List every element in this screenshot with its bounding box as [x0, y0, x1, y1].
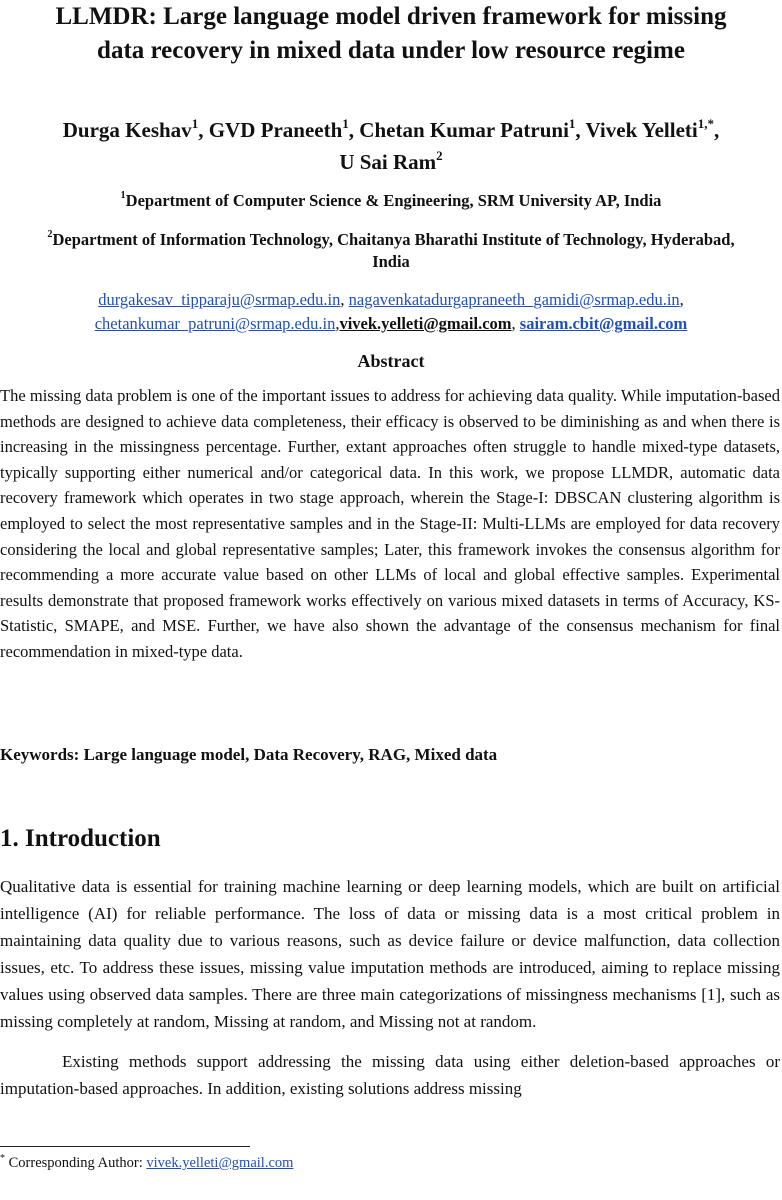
email-link[interactable]: nagavenkatadurgapraneeth_gamidi@srmap.edu.in [348, 290, 680, 309]
author-affiliation-mark: 1 [568, 115, 576, 131]
footnote-divider [0, 1146, 250, 1147]
footnote-label: Corresponding Author: [5, 1155, 147, 1171]
intro-paragraph-1: Qualitative data is essential for training machine learning or deep learning models, which are built on artificial intelligence (AI) for reliable performance. The loss of data or missing data is a most critical problem in maintaining data quality due to various reasons, such as device failure or device malfunction, data collection issues, etc. To address these issues, missing value imputation methods are introduced, aiming to replace missing values using observed data samples. There are three main categorizations of missingness mechanisms [1], such as missing completely at random, Missing at random, and Missing not at random. [0, 877, 780, 1031]
author-name: Chetan Kumar Patruni [359, 118, 569, 142]
author-name: U Sai Ram [339, 150, 437, 174]
email-link[interactable]: chetankumar_patruni@srmap.edu.in [94, 314, 336, 333]
abstract-text: The missing data problem is one of the important issues to address for achieving data quality. While imputation-based methods are designed to achieve data completeness, their efficacy is observed to be diminishing as and when there is increasing in the missingness percentage. Further, extant approaches often struggle to handle mixed-type datasets, typically supporting either numerical and/or categorical data. In this work, we propose LLMDR, automatic data recovery framework which operates in two stage approach, wherein the Stage-I: DBSCAN clustering algorithm is employed to select the most representative samples and in the Stage-II: Multi-LLMs are employed for data recovery considering the local and global representative samples; Later, this framework invokes the consensus algorithm for recommending a more accurate value based on other LLMs of local and global effective samples. Experimental results demonstrate that proposed framework works effectively on various mixed datasets in terms of Accuracy, KS-Statistic, SMAPE, and MSE. Further, we have also shown the advantage of the consensus mechanism for final recommendation in mixed-type data. [0, 386, 780, 661]
affiliation-mark: 1 [120, 190, 126, 202]
author-affiliation-mark: 1 [191, 115, 199, 131]
author-name: Durga Keshav [62, 118, 192, 142]
affiliation-text: Department of Computer Science & Engineering, SRM University AP, India [125, 191, 662, 210]
section-heading-introduction: 1. Introduction [0, 825, 161, 852]
author-name: Vivek Yelleti [585, 118, 698, 142]
author-list: Durga Keshav$^1$, GVD Praneeth$^1$, Chetan Kumar Patruni$^1$, Vivek Yelleti$^{1,*}$, U Sai Ram$^2$ [62, 115, 720, 174]
paper-title [0, 0, 782, 68]
affiliation-1 [0, 190, 782, 212]
author-name: GVD Praneeth [208, 118, 343, 142]
author-emails: durgakesav_tipparaju@srmap.edu.in, nagavenkatadurgapraneeth_gamidi@srmap.edu.in, chetankumar_patruni@srmap.edu.in,vivek.yelleti@gmail.com, sairam.cbit@gmail.com [94, 290, 688, 333]
author-affiliation-mark: 1,* [697, 115, 714, 131]
keywords: Keywords: Large language model, Data Recovery, RAG, Mixed data [0, 745, 498, 764]
affiliation-mark: 2 [47, 229, 53, 241]
abstract-heading: Abstract [357, 351, 425, 371]
title-line-1: LLMDR: Large language model driven framework for missing [55, 3, 727, 30]
email-link[interactable]: sairam.cbit@gmail.com [519, 314, 688, 333]
author-affiliation-mark: 2 [436, 147, 443, 163]
email-link[interactable]: durgakesav_tipparaju@srmap.edu.in [98, 290, 341, 309]
affiliation-text: Department of Information Technology, Chaitanya Bharathi Institute of Technology, Hyderabad, India [52, 230, 735, 271]
title-line-2: data recovery in mixed data under low resource regime [97, 37, 685, 64]
footnote-mark: * [0, 1153, 5, 1165]
footnote [0, 1153, 293, 1173]
intro-paragraph-2: Existing methods support addressing the missing data using either deletion-based approaches or imputation-based approaches. In addition, existing solutions address missing [0, 1052, 780, 1098]
affiliation-2 [30, 229, 752, 273]
footnote-email-link[interactable]: vivek.yelleti@gmail.com [146, 1155, 294, 1171]
email-link[interactable]: vivek.yelleti@gmail.com [339, 314, 512, 333]
author-affiliation-mark: 1 [342, 115, 349, 131]
